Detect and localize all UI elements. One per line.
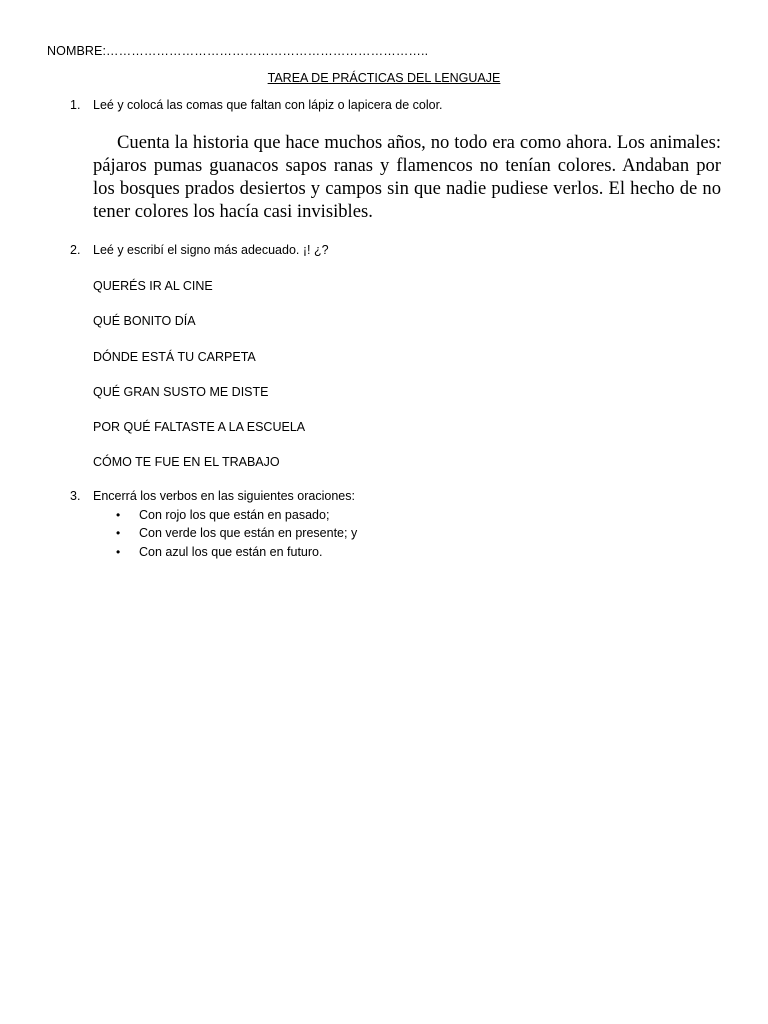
bullet-text: Con azul los que están en futuro. [139,544,323,559]
bullet-text: Con verde los que están en presente; y [139,526,358,541]
sentence-item: DÓNDE ESTÁ TU CARPETA [93,349,256,364]
sentence-item: POR QUÉ FALTASTE A LA ESCUELA [93,420,306,435]
bullet-icon: • [116,544,121,559]
sentence-item: CÓMO TE FUE EN EL TRABAJO [93,455,280,470]
exercise-1 [70,98,443,112]
exercise-2-sentence-list [93,278,305,490]
bullet-text: Con rojo los que están en pasado; [139,508,330,522]
worksheet-title [0,71,768,85]
sentence-item: QUÉ GRAN SUSTO ME DISTE [93,384,269,399]
name-field-line: NOMBRE:………………………………………………………………….. [47,44,429,58]
bullet-icon: • [116,526,121,541]
bullet-item [116,525,357,543]
exercise-3 [70,489,355,503]
exercise-2 [70,243,329,257]
sentence-item: QUÉ BONITO DÍA [93,314,196,329]
worksheet-title-text: TAREA DE PRÁCTICAS DEL LENGUAJE [267,71,501,85]
exercise-2-number: 2. [70,243,81,257]
exercise-1-number: 1. [70,98,81,112]
exercise-2-instruction: Leé y escribí el signo más adecuado. ¡! ¿? [93,243,329,257]
exercise-3-number: 3. [70,489,81,503]
exercise-3-instruction: Encerrá los verbos en las siguientes oraciones: [93,489,355,503]
exercise-3-bullet-list [116,507,357,562]
exercise-1-paragraph: Cuenta la historia que hace muchos años, no todo era como ahora. Los animales: pájaros pumas guanacos sapos ranas y flamencos no tenían colores. Andaban por los bosques prados desiertos y campos sin que nadie pudiese verlos. El hecho de no tener colores los hacía casi invisibles. [93,132,721,222]
sentence-item: QUERÉS IR AL CINE [93,279,213,293]
bullet-item [116,507,357,525]
exercise-1-instruction: Leé y colocá las comas que faltan con lápiz o lapicera de color. [93,98,443,112]
bullet-item [116,544,357,562]
bullet-icon: • [116,508,121,522]
